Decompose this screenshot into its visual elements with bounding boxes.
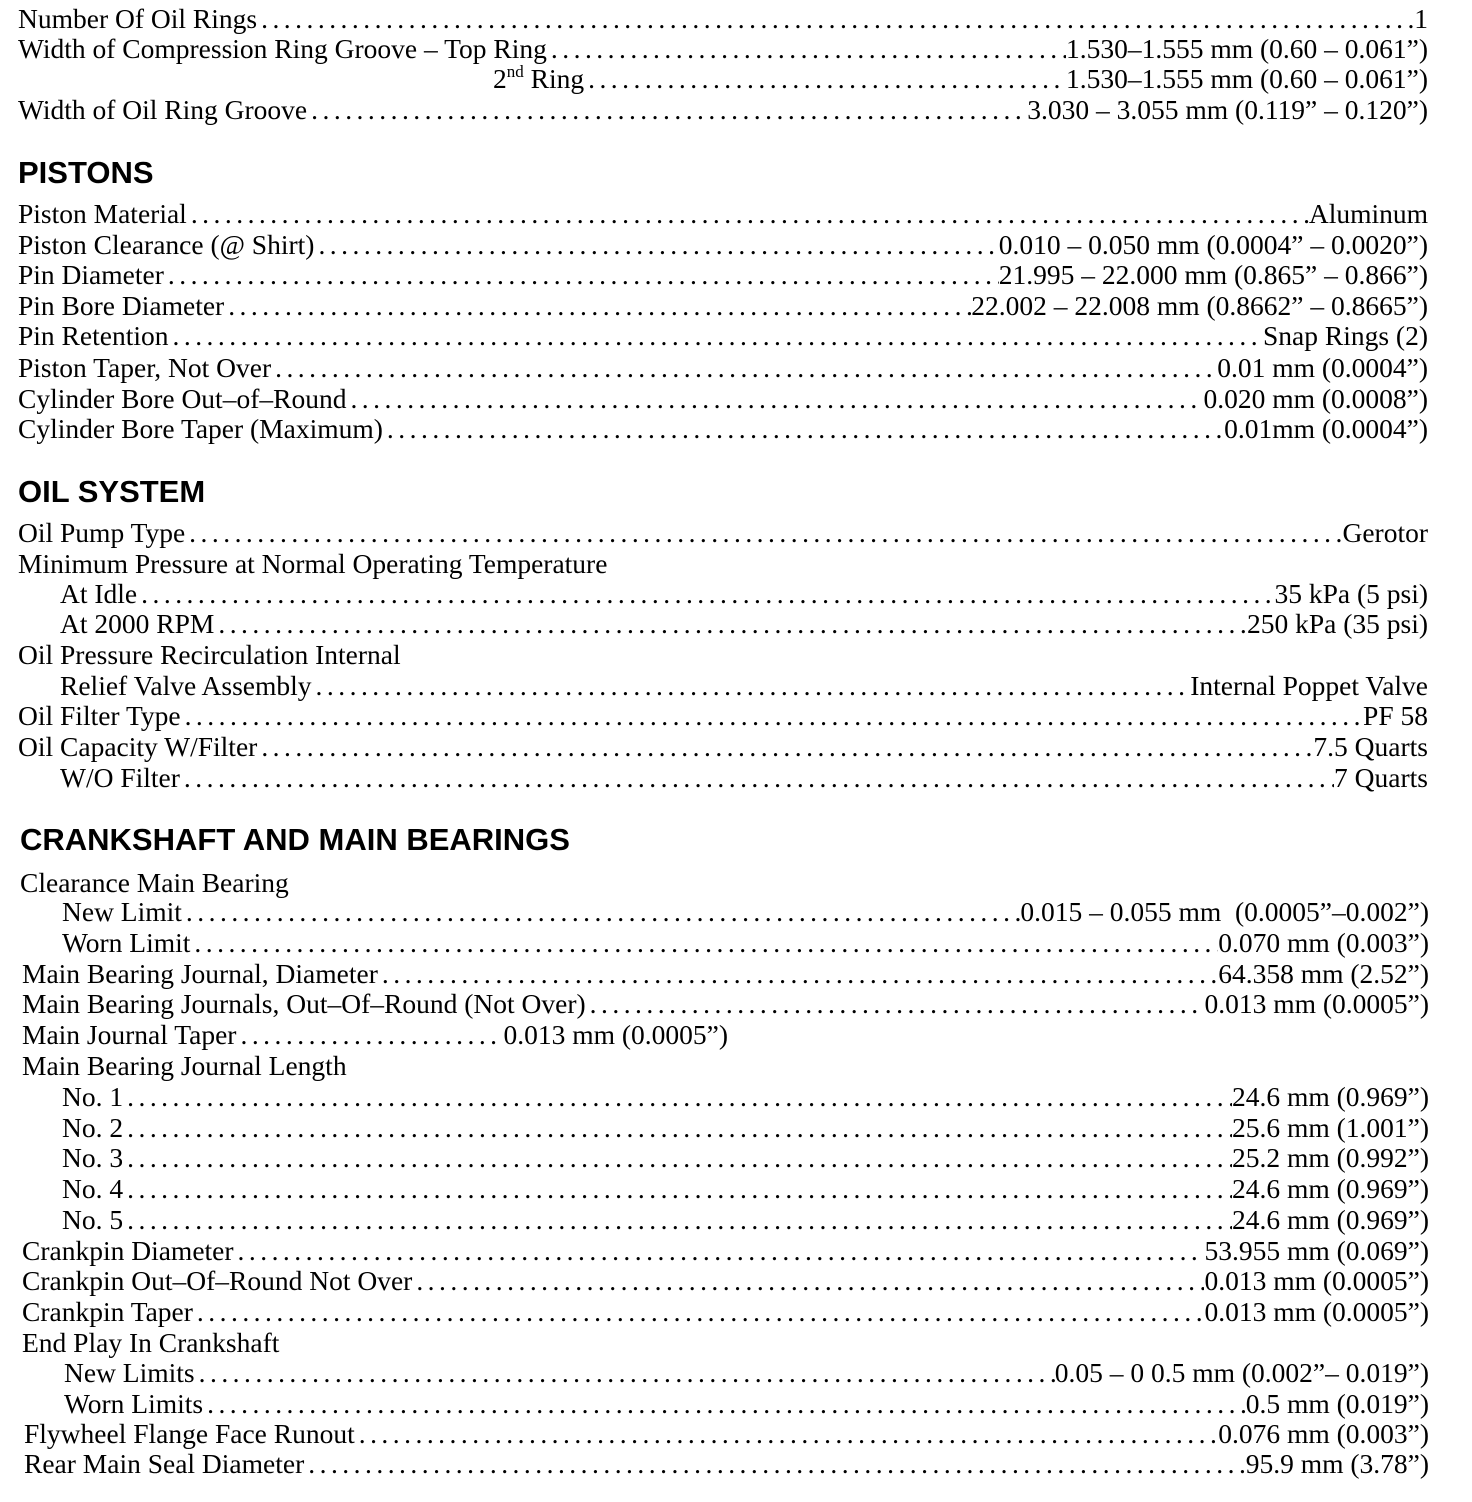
spec-value: 0.015 – 0.055 mm (0.0005”–0.002”) — [1020, 896, 1429, 927]
spec-group-label: Clearance Main Bearing — [20, 867, 289, 898]
spec-row — [18, 320, 1428, 351]
section-heading-pistons: PISTONS — [18, 155, 154, 190]
spec-value: Gerotor — [1342, 517, 1428, 548]
spec-label: No. 2 — [62, 1112, 124, 1143]
dot-leader — [257, 731, 1313, 762]
spec-value: 53.955 mm (0.069”) — [1204, 1235, 1429, 1266]
spec-value: 0.010 – 0.050 mm (0.0004” – 0.0020”) — [998, 229, 1428, 260]
spec-row — [493, 63, 1428, 94]
spec-label: Relief Valve Assembly — [60, 670, 312, 701]
spec-row — [18, 290, 1428, 321]
spec-label: Rear Main Seal Diameter — [24, 1448, 305, 1479]
dot-leader — [214, 608, 1247, 639]
spec-value: 0.070 mm (0.003”) — [1218, 927, 1429, 958]
spec-label: Width of Oil Ring Groove — [18, 94, 308, 125]
dot-leader — [123, 1173, 1232, 1204]
spec-label: No. 1 — [62, 1081, 124, 1112]
spec-label — [493, 63, 584, 94]
spec-value: 1.530–1.555 mm (0.60 – 0.061”) — [1065, 63, 1428, 94]
spec-row — [22, 988, 1429, 1019]
spec-row — [18, 517, 1428, 548]
dot-leader — [193, 1296, 1205, 1327]
dot-leader — [181, 700, 1363, 731]
ring-number: 2 — [493, 63, 507, 94]
spec-row — [18, 259, 1428, 290]
spec-value: 0.076 mm (0.003”) — [1218, 1418, 1429, 1449]
dot-leader — [378, 958, 1218, 989]
spec-value: 24.6 mm (0.969”) — [1231, 1081, 1429, 1112]
dot-leader — [190, 927, 1218, 958]
spec-label: No. 3 — [62, 1142, 124, 1173]
dot-leader — [236, 1019, 503, 1050]
spec-value: 0.013 mm (0.0005”) — [1204, 1296, 1429, 1327]
dot-leader — [234, 1235, 1205, 1266]
dot-leader — [314, 229, 998, 260]
dot-leader — [123, 1142, 1232, 1173]
dot-leader — [123, 1081, 1232, 1112]
dot-leader — [312, 670, 1191, 701]
section-heading-oil-system: OIL SYSTEM — [18, 474, 206, 509]
dot-leader — [586, 988, 1205, 1019]
spec-value: Aluminum — [1308, 198, 1428, 229]
spec-value: Snap Rings (2) — [1263, 320, 1428, 351]
spec-label: Piston Clearance (@ Shirt) — [18, 229, 315, 260]
spec-value: 0.013 mm (0.0005”) — [1204, 1265, 1429, 1296]
spec-label: Pin Diameter — [18, 259, 164, 290]
spec-value: 0.05 – 0 0.5 mm (0.002”– 0.019”) — [1054, 1357, 1429, 1388]
spec-value: 250 kPa (35 psi) — [1246, 608, 1428, 639]
spec-value: 25.2 mm (0.992”) — [1231, 1142, 1429, 1173]
section-heading-crankshaft: CRANKSHAFT AND MAIN BEARINGS — [20, 822, 570, 857]
spec-value: 1 — [1414, 3, 1428, 34]
spec-value: 24.6 mm (0.969”) — [1231, 1204, 1429, 1235]
spec-label: Worn Limit — [62, 927, 191, 958]
spec-label: At 2000 RPM — [60, 608, 215, 639]
spec-row — [18, 3, 1428, 34]
spec-value: 0.01 mm (0.0004”) — [1217, 352, 1428, 383]
dot-leader — [164, 259, 999, 290]
spec-value: 35 kPa (5 psi) — [1274, 578, 1428, 609]
spec-row — [22, 1019, 728, 1050]
ordinal-suffix: nd — [506, 62, 524, 81]
spec-row — [60, 608, 1428, 639]
spec-group-label: Minimum Pressure at Normal Operating Temperature — [18, 548, 608, 579]
spec-row — [24, 1448, 1429, 1479]
dot-leader — [307, 94, 1027, 125]
dot-leader — [257, 3, 1414, 34]
spec-label: Main Bearing Journals, Out–Of–Round (Not Over) — [22, 988, 586, 1019]
spec-label: Pin Bore Diameter — [18, 290, 225, 321]
spec-label: New Limits — [64, 1357, 195, 1388]
spec-row — [22, 1265, 1429, 1296]
spec-value: 1.530–1.555 mm (0.60 – 0.061”) — [1065, 33, 1428, 64]
dot-leader — [187, 198, 1309, 229]
spec-value: PF 58 — [1363, 700, 1428, 731]
spec-value: 25.6 mm (1.001”) — [1231, 1112, 1429, 1143]
spec-row — [62, 1173, 1429, 1204]
spec-label: Oil Filter Type — [18, 700, 181, 731]
dot-leader — [123, 1112, 1232, 1143]
dot-leader — [547, 33, 1066, 64]
spec-row — [60, 670, 1428, 701]
spec-row — [60, 578, 1428, 609]
dot-leader — [180, 762, 1334, 793]
spec-label: Main Journal Taper — [22, 1019, 237, 1050]
dot-leader — [182, 896, 1020, 927]
spec-value: 0.013 mm (0.0005”) — [1204, 988, 1429, 1019]
spec-row — [18, 383, 1428, 414]
spec-label: No. 4 — [62, 1173, 124, 1204]
spec-label: At Idle — [60, 578, 138, 609]
spec-label: Oil Pump Type — [18, 517, 186, 548]
ring-word: Ring — [523, 63, 585, 94]
spec-value: 0.020 mm (0.0008”) — [1203, 383, 1428, 414]
spec-value: 21.995 – 22.000 mm (0.865” – 0.866”) — [998, 259, 1428, 290]
dot-leader — [412, 1265, 1204, 1296]
spec-row — [18, 33, 1428, 64]
spec-row — [18, 700, 1428, 731]
spec-row — [18, 352, 1428, 383]
spec-value: 7 Quarts — [1334, 762, 1428, 793]
spec-group-label: End Play In Crankshaft — [22, 1327, 280, 1358]
spec-row — [18, 198, 1428, 229]
dot-leader — [203, 1388, 1246, 1419]
dot-leader — [383, 413, 1224, 444]
spec-row — [18, 94, 1428, 125]
dot-leader — [304, 1448, 1245, 1479]
dot-leader — [271, 352, 1217, 383]
spec-group-label: Oil Pressure Recirculation Internal — [18, 639, 401, 670]
spec-row — [62, 896, 1429, 927]
spec-value: 7.5 Quarts — [1313, 731, 1428, 762]
spec-row — [62, 1112, 1429, 1143]
spec-label: Crankpin Out–Of–Round Not Over — [22, 1265, 413, 1296]
spec-row — [64, 1357, 1429, 1388]
spec-value: 3.030 – 3.055 mm (0.119” – 0.120”) — [1027, 94, 1428, 125]
spec-label: New Limit — [62, 896, 182, 927]
spec-label: Number Of Oil Rings — [18, 3, 258, 34]
spec-label: Flywheel Flange Face Runout — [24, 1418, 355, 1449]
spec-group-label: Main Bearing Journal Length — [22, 1050, 347, 1081]
spec-label: Oil Capacity W/Filter — [18, 731, 258, 762]
dot-leader — [346, 383, 1203, 414]
spec-label: Width of Compression Ring Groove – Top Ring — [18, 33, 547, 64]
dot-leader — [123, 1204, 1232, 1235]
spec-row — [18, 731, 1428, 762]
spec-value: 0.5 mm (0.019”) — [1245, 1388, 1429, 1419]
spec-label: Piston Taper, Not Over — [18, 352, 272, 383]
dot-leader — [355, 1418, 1218, 1449]
spec-row — [62, 927, 1429, 958]
spec-row — [62, 1081, 1429, 1112]
spec-row — [18, 413, 1428, 444]
dot-leader — [169, 320, 1264, 351]
spec-row — [22, 1296, 1429, 1327]
spec-row — [64, 1388, 1429, 1419]
spec-value: 24.6 mm (0.969”) — [1231, 1173, 1429, 1204]
spec-row — [22, 1235, 1429, 1266]
spec-label: Pin Retention — [18, 320, 169, 351]
spec-row — [24, 1418, 1429, 1449]
spec-row — [22, 958, 1429, 989]
dot-leader — [185, 517, 1342, 548]
spec-row — [18, 229, 1428, 260]
spec-label: W/O Filter — [60, 762, 180, 793]
dot-leader — [137, 578, 1274, 609]
spec-label: Main Bearing Journal, Diameter — [22, 958, 378, 989]
spec-value: 0.01mm (0.0004”) — [1224, 413, 1428, 444]
spec-label: Crankpin Diameter — [22, 1235, 234, 1266]
spec-label: Cylinder Bore Out–of–Round — [18, 383, 347, 414]
spec-label: Crankpin Taper — [22, 1296, 193, 1327]
dot-leader — [195, 1357, 1055, 1388]
dot-leader — [224, 290, 971, 321]
spec-value: 64.358 mm (2.52”) — [1218, 958, 1429, 989]
spec-value: 95.9 mm (3.78”) — [1245, 1448, 1429, 1479]
spec-label: Piston Material — [18, 198, 187, 229]
spec-row — [62, 1142, 1429, 1173]
spec-value: Internal Poppet Valve — [1190, 670, 1428, 701]
spec-row — [62, 1204, 1429, 1235]
spec-row — [60, 762, 1428, 793]
spec-label: Cylinder Bore Taper (Maximum) — [18, 413, 383, 444]
spec-value: 0.013 mm (0.0005”) — [503, 1019, 728, 1050]
spec-label: Worn Limits — [64, 1388, 204, 1419]
spec-label: No. 5 — [62, 1204, 124, 1235]
dot-leader — [584, 63, 1066, 94]
spec-value: 22.002 – 22.008 mm (0.8662” – 0.8665”) — [971, 290, 1428, 321]
